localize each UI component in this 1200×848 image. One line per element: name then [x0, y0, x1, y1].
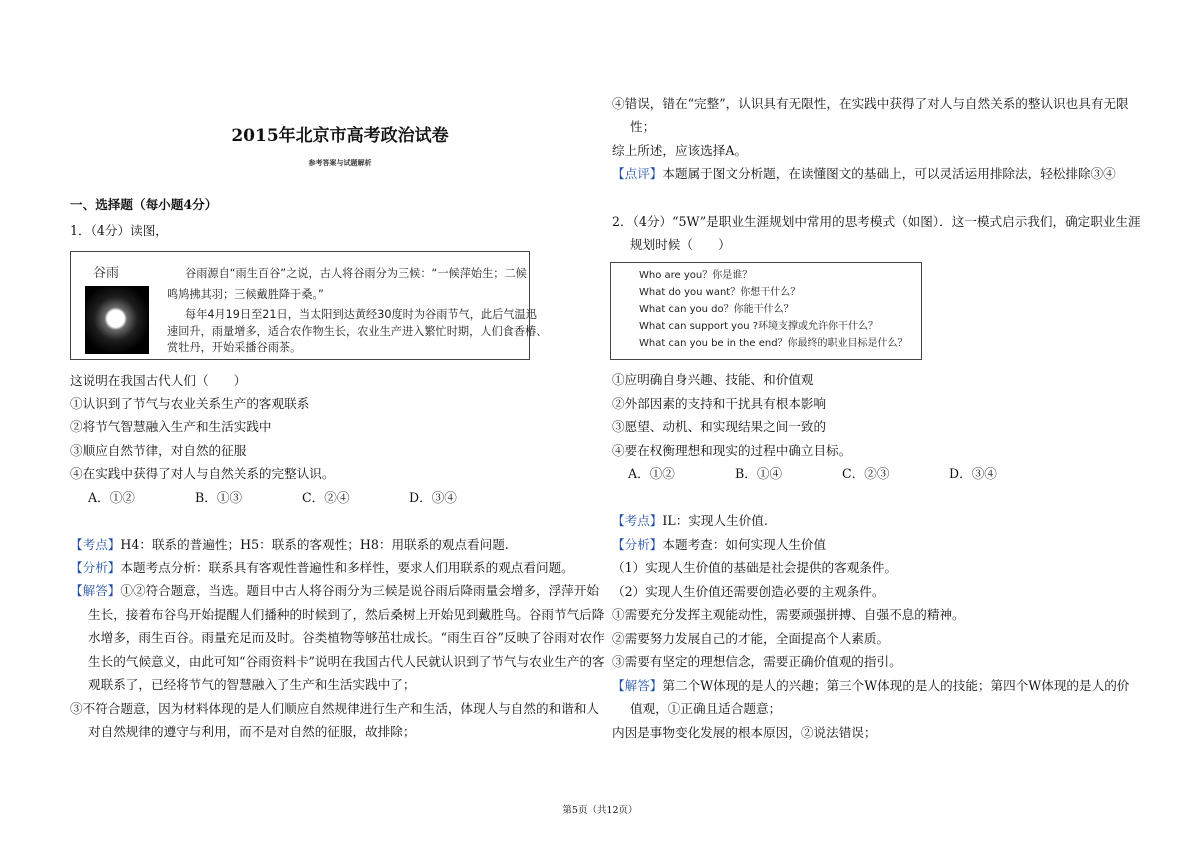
fenxi-text: 本题考查：如何实现人生价值 — [662, 537, 827, 552]
jieda-line — [612, 678, 1129, 694]
jieda-line — [70, 583, 599, 599]
explanation-line: ④错误，错在“完整”，认识具有无限性，在实践中获得了对人与自然关系的整认识也具有无限 — [612, 96, 1129, 111]
explanation-line: ③不符合题意，因为材料体现的是人们顺应自然规律进行生产和生活，体现人与自然的和谐和人 — [70, 701, 599, 716]
card-line: 谷雨源自“雨生百谷”之说，古人将谷雨分为三候：“一候萍始生；二候 — [185, 267, 527, 280]
option-c: C．②③ — [842, 466, 890, 481]
question-2-stem: 2．（4分）“5W”是职业生涯规划中常用的思考模式（如图）．这一模式启示我们，确定职业生涯 — [612, 214, 1141, 229]
option-d: D．③④ — [409, 490, 457, 505]
jieda-tag: 【解答】 — [70, 583, 121, 598]
page-footer: 第5页（共12页） — [562, 805, 638, 816]
jieda-line: 值观，①正确且适合题意； — [630, 701, 782, 716]
jieda-text: 第二个W体现的是人的兴趣；第三个W体现的是人的技能；第四个W体现的是人的价 — [662, 678, 1130, 693]
option-b: B．①④ — [735, 466, 783, 481]
page-title: 2015年北京市高考政治试卷 — [231, 126, 449, 146]
analysis-point: ①需要充分发挥主观能动性，需要顽强拼搏、自强不息的精神。 — [612, 607, 965, 622]
dianping-line — [612, 166, 1116, 182]
card-line: 鸣鸠拂其羽；三候戴胜降于桑。” — [167, 288, 324, 301]
dianping-tag: 【点评】 — [612, 166, 663, 181]
5w-row: What can support you ?环境支撑或允许你干什么？ — [639, 321, 879, 332]
5w-row: What do you want？你想干什么？ — [639, 287, 801, 298]
statement-item: ②外部因素的支持和干扰具有根本影响 — [612, 396, 827, 411]
card-line: 赏牡丹，开始采播谷雨茶。 — [167, 341, 302, 354]
kaodian-text: H4：联系的普遍性；H5：联系的客观性；H8：用联系的观点看问题. — [120, 537, 509, 552]
kaodian-line — [70, 537, 509, 553]
fenxi-tag: 【分析】 — [612, 537, 663, 552]
statement-item: ③愿望、动机、和实现结果之间一致的 — [612, 419, 827, 434]
summary-line: 综上所述，应该选择A。 — [612, 143, 748, 158]
explanation-line: 内因是事物变化发展的根本原因，②说法错误； — [612, 725, 877, 740]
analysis-point: ③需要有坚定的理想信念，需要正确价值观的指引。 — [612, 654, 902, 669]
answer-options — [88, 490, 516, 506]
kaodian-text: IL：实现人生价值. — [662, 513, 768, 528]
card-line: 每年4月19日至21日，当太阳到达黄经30度时为谷雨节气，此后气温迅 — [185, 308, 537, 321]
card-line: 速回升，雨量增多，适合农作物生长，农业生产进入繁忙时期，人们食香椿、 — [167, 325, 548, 338]
statement-item: ①应明确自身兴趣、技能、和价值观 — [612, 372, 814, 387]
page-subtitle: 参考答案与试题解析 — [308, 158, 372, 167]
question-2-stem-cont: 规划时候（ ） — [630, 237, 731, 252]
analysis-point: （1）实现人生价值的基础是社会提供的客观条件。 — [612, 560, 898, 575]
5w-model-box — [610, 262, 922, 360]
analysis-point: ②需要努力发展自己的才能，全面提高个人素质。 — [612, 631, 890, 646]
question-1-prompt: 这说明在我国古代人们（ ） — [70, 373, 247, 388]
5w-row: Who are you？你是谁？ — [639, 270, 753, 281]
fenxi-text: 本题考点分析：联系具有客观性普遍性和多样性，要求人们用联系的观点看问题。 — [120, 560, 574, 575]
kaodian-tag: 【考点】 — [612, 513, 663, 528]
card-title: 谷雨 — [93, 266, 120, 281]
jieda-line: 生长的气候意义，由此可知“谷雨资料卡”说明在我国古代人民就认识到了节气与农业生产的客 — [88, 654, 605, 669]
statement-item: ④在实践中获得了对人与自然关系的完整认识。 — [70, 466, 335, 481]
kaodian-tag: 【考点】 — [70, 537, 121, 552]
5w-row: What can you do？你能干什么？ — [639, 304, 794, 315]
statement-item: ③顺应自然节律，对自然的征服 — [70, 443, 247, 458]
statement-item: ④要在权衡理想和现实的过程中确立目标。 — [612, 443, 852, 458]
guyu-info-card — [70, 251, 548, 360]
peony-image — [85, 286, 149, 354]
jieda-tag: 【解答】 — [612, 678, 663, 693]
option-d: D．③④ — [949, 466, 997, 481]
question-1-stem: 1．（4分）读图， — [70, 223, 168, 238]
analysis-point: （2）实现人生价值还需要创造必要的主观条件。 — [612, 584, 885, 599]
statement-item: ①认识到了节气与农业关系生产的客观联系 — [70, 396, 310, 411]
jieda-text: ①②符合题意，当选。题目中古人将谷雨分为三候是说谷雨后降雨量会增多，浮萍开始 — [120, 583, 599, 598]
option-a: A．①② — [628, 466, 675, 481]
fenxi-line — [70, 560, 574, 576]
option-a: A．①② — [88, 490, 135, 505]
option-c: C．②④ — [302, 490, 350, 505]
section-heading: 一、选择题（每小题4分） — [70, 197, 218, 212]
dianping-text: 本题属于图文分析题，在读懂图文的基础上，可以灵活运用排除法，轻松排除③④ — [662, 166, 1116, 181]
jieda-line: 水增多，雨生百谷。雨量充足而及时。谷类植物等够茁壮成长。“雨生百谷”反映了谷雨对农作 — [88, 630, 605, 645]
jieda-line: 观联系了，已经将节气的智慧融入了生产和生活实践中了； — [88, 677, 416, 692]
statement-item: ②将节气智慧融入生产和生活实践中 — [70, 419, 272, 434]
option-b: B．①③ — [195, 490, 243, 505]
kaodian-line — [612, 513, 768, 529]
answer-options — [628, 466, 1056, 482]
jieda-line: 生长，接着布谷鸟开始提醒人们播种的时候到了，然后桑树上开始见到戴胜鸟。谷雨节气后降 — [88, 607, 605, 622]
explanation-line: 性； — [630, 119, 656, 134]
fenxi-tag: 【分析】 — [70, 560, 121, 575]
5w-row: What can you be in the end？你最终的职业目标是什么？ — [639, 338, 908, 349]
explanation-line: 对自然规律的遵守与利用，而不是对自然的征服，故排除； — [88, 724, 416, 739]
fenxi-line — [612, 537, 826, 553]
